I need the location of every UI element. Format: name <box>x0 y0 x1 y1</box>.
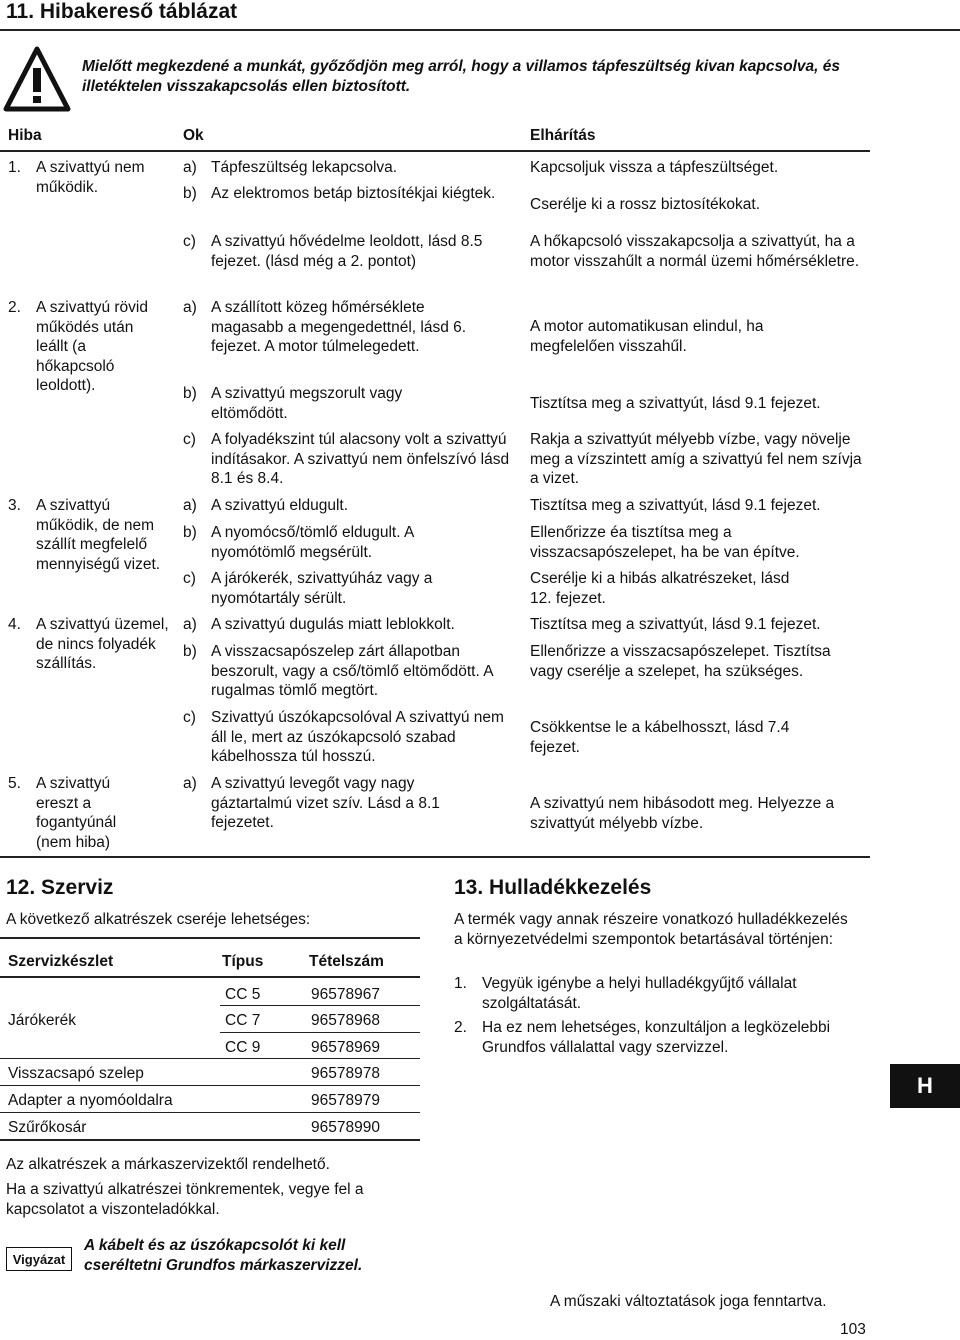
cause-letter: c) <box>183 233 196 250</box>
cause-text: A szivattyú dugulás miatt leblokkolt. <box>211 616 455 633</box>
disposal-intro: A termék vagy annak részeire vonatkozó hulladékkezelés a környezetvédelmi szempontok betartásával történjen: <box>454 911 848 948</box>
cause-text: Tápfeszültség lekapcsolva. <box>211 159 398 176</box>
service-kit: Adapter a nyomóoldalra <box>8 1092 173 1109</box>
cause-text: A nyomócső/tömlő eldugult. A nyomótömlő megsérült. <box>211 524 414 561</box>
fault-number: 3. <box>8 497 21 514</box>
disposal-item-number: 2. <box>454 1019 467 1036</box>
service-type: CC 7 <box>225 1012 261 1029</box>
remedy-text: Ellenőrizze éa tisztítsa meg a visszacsapószelepet, ha be van építve. <box>530 524 800 561</box>
disposal-item-number: 1. <box>454 975 467 992</box>
disposal-item-text: Vegyük igénybe a helyi hulladékgyűjtő vállalat szolgáltatását. <box>482 975 797 1012</box>
remedy-text: Tisztítsa meg a szivattyút, lásd 9.1 fejezet. <box>530 395 821 412</box>
fault-text: A szivattyú működik, de nem szállít megfelelő mennyiségű vizet. <box>36 497 161 573</box>
fault-text: A szivattyú üzemel, de nincs folyadék szállítás. <box>36 616 169 672</box>
fault-number: 2. <box>8 299 21 316</box>
cause-letter: a) <box>183 299 197 316</box>
cause-letter: b) <box>183 643 197 660</box>
remedy-text: Kapcsoljuk vissza a tápfeszültséget. <box>530 159 779 176</box>
cause-text: A visszacsapószelep zárt állapotban beszorult, vagy a cső/tömlő eltömődött. A rugalmas tömlő megtört. <box>211 643 493 699</box>
cause-text: A járókerék, szivattyúház vagy a nyomótartály sérült. <box>211 570 433 607</box>
service-kit: Visszacsapó szelep <box>8 1065 144 1082</box>
service-header-type: Típus <box>222 953 264 970</box>
cause-text: A szivattyú hővédelme leoldott, lásd 8.5 fejezet. (lásd még a 2. pontot) <box>211 233 483 270</box>
service-type: CC 5 <box>225 986 261 1003</box>
service-note-1: Az alkatrészek a márkaszervizektől rendelhető. <box>6 1156 330 1173</box>
header-cause: Ok <box>183 127 204 144</box>
cause-letter: b) <box>183 185 197 202</box>
disposal-item-text: Ha ez nem lehetséges, konzultáljon a legközelebbi Grundfos vállalattal vagy szervizzel. <box>482 1019 831 1056</box>
service-type: CC 9 <box>225 1039 261 1056</box>
service-header-number: Tételszám <box>309 953 384 970</box>
remedy-text: Tisztítsa meg a szivattyút, lásd 9.1 fejezet. <box>530 497 821 514</box>
cause-letter: a) <box>183 775 197 792</box>
cause-letter: c) <box>183 570 196 587</box>
service-number: 96578968 <box>311 1012 380 1029</box>
service-table-top-rule <box>0 937 420 939</box>
cause-text: Szivattyú úszókapcsolóval A szivattyú nem áll le, mert az úszókapcsoló szabad kábelhossza túl hosszú. <box>211 709 504 765</box>
fault-text: A szivattyú ereszt a fogantyúnál (nem hiba) <box>36 775 117 851</box>
remedy-text: A hőkapcsoló visszakapcsolja a szivattyút, ha a motor visszahűlt a normál üzemi hőmérsékletre. <box>530 233 860 270</box>
header-fault: Hiba <box>8 127 42 144</box>
fault-number: 4. <box>8 616 21 633</box>
warning-icon <box>3 46 71 112</box>
service-note-2: Ha a szivattyú alkatrészei tönkrementek, vegye fel a kapcsolatot a viszonteladókkal. <box>6 1181 364 1218</box>
service-header-kit: Szervizkészlet <box>8 953 114 970</box>
title-rule <box>0 29 960 31</box>
cause-text: Az elektromos betáp biztosítékjai kiégtek. <box>211 185 496 202</box>
service-kit: Szűrőkosár <box>8 1119 87 1136</box>
cause-text: A szivattyú eldugult. <box>211 497 348 514</box>
cause-letter: a) <box>183 616 197 633</box>
cause-text: A folyadékszint túl alacsony volt a szivattyú indításakor. A szivattyú nem önfelszívó lásd 8.1 és 8.4. <box>211 431 510 487</box>
cause-letter: c) <box>183 431 196 448</box>
cause-letter: b) <box>183 524 197 541</box>
service-header-rule <box>0 976 420 978</box>
fault-number: 5. <box>8 775 21 792</box>
cause-letter: a) <box>183 497 197 514</box>
table-bottom-rule <box>0 856 870 858</box>
caution-text: A kábelt és az úszókapcsolót ki kell cseréltetni Grundfos márkaszervizzel. <box>84 1237 363 1274</box>
remedy-text: Csökkentse le a kábelhosszt, lásd 7.4 fejezet. <box>530 719 790 756</box>
cause-letter: b) <box>183 385 197 402</box>
header-remedy: Elhárítás <box>530 127 596 144</box>
warning-text: Mielőtt megkezdené a munkát, győződjön meg arról, hogy a villamos tápfeszültség kivan kapcsolva, és illetéktelen visszakapcsolás ellen biztosított. <box>82 58 840 95</box>
service-table-bottom-rule <box>0 1139 420 1141</box>
fault-text: A szivattyú rövid működés után leállt (a hőkapcsoló leoldott). <box>36 299 148 394</box>
cause-letter: c) <box>183 709 196 726</box>
service-intro: A következő alkatrészek cseréje lehetséges: <box>6 911 311 928</box>
row-rule <box>220 1005 420 1006</box>
cause-text: A szivattyú megszorult vagy eltömődött. <box>211 385 403 422</box>
cause-text: A szivattyú levegőt vagy nagy gáztartalmú vizet szív. Lásd a 8.1 fejezetet. <box>211 775 440 831</box>
remedy-text: Tisztítsa meg a szivattyút, lásd 9.1 fejezet. <box>530 616 821 633</box>
language-tab: H <box>890 1064 960 1108</box>
fault-text: A szivattyú nem működik. <box>36 159 145 196</box>
table-header-rule <box>0 150 870 152</box>
footer-note: A műszaki változtatások joga fenntartva. <box>550 1293 827 1310</box>
row-rule <box>220 1032 420 1033</box>
page-number: 103 <box>840 1321 866 1338</box>
caution-label: Vigyázat <box>6 1247 72 1271</box>
section-12-title: 12. Szerviz <box>6 876 114 899</box>
remedy-text: A motor automatikusan elindul, ha megfelelően visszahűl. <box>530 318 764 355</box>
row-rule <box>0 1085 420 1086</box>
cause-text: A szállított közeg hőmérséklete magasabb a megengedettnél, lásd 6. fejezet. A motor túlmelegedett. <box>211 299 467 355</box>
row-rule <box>0 1058 420 1059</box>
remedy-text: Cserélje ki a hibás alkatrészeket, lásd 12. fejezet. <box>530 570 790 607</box>
fault-number: 1. <box>8 159 21 176</box>
remedy-text: A szivattyú nem hibásodott meg. Helyezze a szivattyút mélyebb vízbe. <box>530 795 835 832</box>
remedy-text: Cserélje ki a rossz biztosítékokat. <box>530 196 761 213</box>
service-number: 96578979 <box>311 1092 380 1109</box>
service-number: 96578969 <box>311 1039 380 1056</box>
section-11-title: 11. Hibakereső táblázat <box>6 0 238 23</box>
service-number: 96578978 <box>311 1065 380 1082</box>
service-number: 96578990 <box>311 1119 380 1136</box>
impeller-label: Járókerék <box>8 1012 77 1029</box>
service-number: 96578967 <box>311 986 380 1003</box>
cause-letter: a) <box>183 159 197 176</box>
section-13-title: 13. Hulladékkezelés <box>454 876 652 899</box>
remedy-text: Rakja a szivattyút mélyebb vízbe, vagy növelje meg a vízszintett amíg a szivattyú fel nem szívja a vizet. <box>530 431 862 487</box>
row-rule <box>0 1112 420 1113</box>
remedy-text: Ellenőrizze a visszacsapószelepet. Tisztítsa vagy cserélje a szelepet, ha szükséges. <box>530 643 831 680</box>
